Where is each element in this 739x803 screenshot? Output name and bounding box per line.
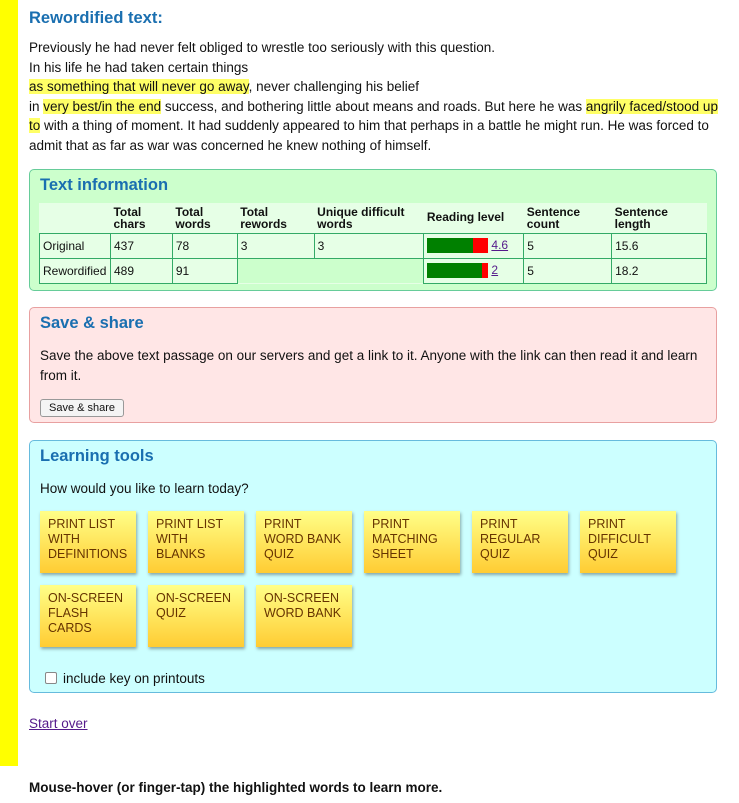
column-header: Total chars [113, 204, 146, 231]
sentence-length: 18.2 [612, 258, 707, 283]
learning-tools-title: Learning tools [40, 447, 154, 465]
print-word-bank-quiz-button[interactable]: PRINT WORD BANK QUIZ [256, 511, 352, 573]
include-key-row [45, 671, 205, 686]
highlighted-word[interactable]: very best/in the end [43, 98, 162, 114]
passage-line [29, 77, 729, 97]
print-list-blanks-button[interactable]: PRINT LIST WITH BLANKS [148, 511, 244, 573]
include-key-checkbox[interactable] [45, 672, 57, 684]
include-key-label: include key on printouts [63, 671, 205, 686]
highlighted-word[interactable]: angrily faced/stood up to [29, 98, 718, 133]
sentence-count: 5 [524, 233, 612, 258]
save-share-title: Save & share [40, 314, 144, 332]
left-yellow-bar [0, 0, 18, 766]
reading-level-bar [427, 263, 488, 278]
print-regular-quiz-button[interactable]: PRINT REGULAR QUIZ [472, 511, 568, 573]
column-header: Total words [175, 204, 211, 231]
reading-level-bar [427, 238, 488, 253]
save-share-description: Save the above text passage on our servers and get a link to it. Anyone with the link can then read it and learn from it. [40, 348, 698, 383]
footer-note: Mouse-hover (or finger-tap) the highlighted words to learn more. [29, 780, 443, 795]
sentence-count: 5 [524, 258, 612, 283]
save-share-panel [29, 307, 717, 423]
passage-text: , never challenging his belief [248, 79, 419, 94]
passage-text: with a thing of moment. It had suddenly appeared to him that perhaps in a battle he might run. He was forced to admit that as far as war was concerned he knew nothing of himself. [29, 118, 709, 153]
reading-level-bar-fill [427, 238, 472, 253]
start-over-link[interactable]: Start over [29, 716, 88, 731]
learning-tools-panel [29, 440, 717, 693]
onscreen-quiz-button[interactable]: ON-SCREEN QUIZ [148, 585, 244, 647]
column-header: Sentence length [614, 204, 668, 231]
passage-line: In his life he had taken certain things [29, 59, 249, 75]
sentence-length: 15.6 [612, 233, 707, 258]
column-header [40, 203, 111, 233]
passage-line [29, 97, 729, 156]
empty-cell [237, 258, 424, 283]
column-header: Total rewords [240, 204, 287, 231]
row-label: Rewordified [40, 258, 111, 283]
unique-difficult-words: 3 [314, 233, 424, 258]
passage-text: success, and bothering little about means and roads. But here he was [161, 98, 586, 114]
print-difficult-quiz-button[interactable]: PRINT DIFFICULT QUIZ [580, 511, 676, 573]
save-share-button[interactable]: Save & share [40, 399, 124, 417]
table-row [40, 233, 707, 258]
total-words: 91 [172, 258, 237, 283]
total-chars: 437 [110, 233, 172, 258]
column-header: Reading level [426, 209, 505, 224]
reading-level-cell [424, 258, 524, 283]
reading-level-bar-fill [427, 263, 482, 278]
column-header: Unique difficult words [317, 204, 405, 231]
text-information-panel [29, 169, 717, 291]
passage-text: in [29, 98, 44, 114]
highlighted-word[interactable]: as something that will never go away [29, 79, 249, 94]
passage-line: Previously he had never felt obliged to wrestle too seriously with this question. [29, 40, 496, 55]
print-list-definitions-button[interactable]: PRINT LIST WITH DEFINITIONS [40, 511, 136, 573]
column-header: Sentence count [526, 204, 581, 231]
onscreen-flash-cards-button[interactable]: ON-SCREEN FLASH CARDS [40, 585, 136, 647]
learning-question: How would you like to learn today? [40, 481, 249, 496]
table-row [40, 258, 707, 283]
rewordified-passage [29, 38, 729, 155]
total-chars: 489 [110, 258, 172, 283]
print-matching-sheet-button[interactable]: PRINT MATCHING SHEET [364, 511, 460, 573]
total-words: 78 [172, 233, 237, 258]
onscreen-word-bank-button[interactable]: ON-SCREEN WORD BANK [256, 585, 352, 647]
reading-level-bar-remainder [482, 263, 488, 278]
table-header-row [40, 203, 707, 233]
reading-level-cell [424, 233, 524, 258]
row-label: Original [40, 233, 111, 258]
reading-level-link[interactable]: 4.6 [491, 237, 509, 252]
text-information-table [39, 203, 707, 284]
reading-level-bar-remainder [473, 238, 489, 253]
total-rewords: 3 [237, 233, 314, 258]
rewordified-title: Rewordified text: [29, 9, 163, 27]
reading-level-link[interactable]: 2 [491, 262, 499, 277]
text-information-title: Text information [40, 176, 169, 194]
